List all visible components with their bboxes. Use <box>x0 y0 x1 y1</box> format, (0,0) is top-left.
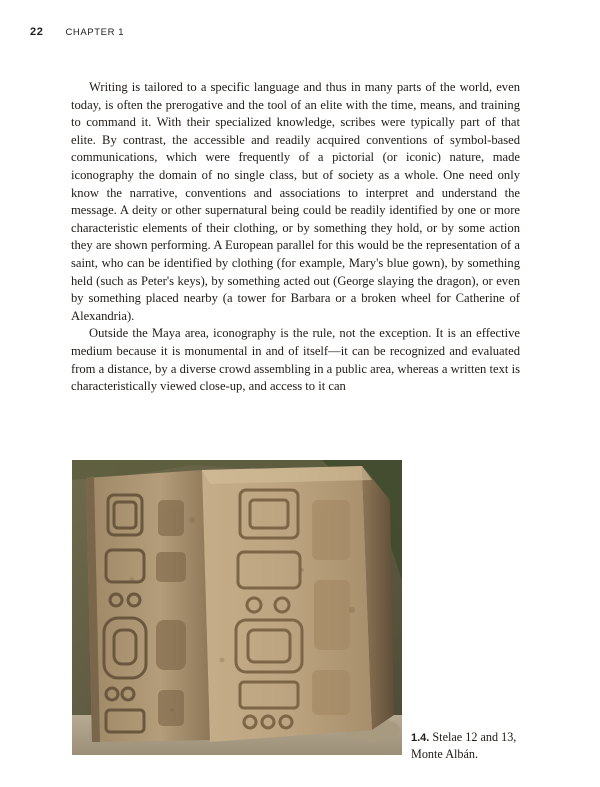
paragraph: Outside the Maya area, iconography is the rule, not the exception. It is an effective medium because it is monumental in and of itself—it can be recognized and evaluated from a distance, by a diverse crowd assembling in a public area, whereas a written text is characteristically viewed close-up, and access to it can <box>71 326 520 394</box>
running-head <box>30 26 124 38</box>
figure-number: 1.4. <box>411 732 430 744</box>
figure-caption <box>411 729 541 762</box>
body-text <box>71 79 520 396</box>
stelae-photograph <box>72 460 402 755</box>
caption-text: Stelae 12 and 13, Monte Albán. <box>411 730 517 761</box>
stelae-image <box>72 460 402 755</box>
page-number: 22 <box>30 26 44 38</box>
chapter-label: CHAPTER 1 <box>65 27 125 38</box>
paragraph: Writing is tailored to a specific language and thus in many parts of the world, even today, is often the prerogative and the tool of an elite with the time, means, and training to command it. With their specialized knowledge, scribes were typically part of that elite. By contrast, the accessible and readily acquired conventions of symbol-based communications, which were frequently of a pictorial (or iconic) nature, made iconography the domain of no single class, but of society as a whole. One need only know the narrative, conventions and associations to interpret and understand the message. A deity or other supernatural being could be readily identified by one or more characteristic elements of their clothing, or by something they hold, or by some action they are shown performing. A European parallel for this would be the representation of a saint, who can be identified by clothing (for example, Mary's blue gown), by something held (such as Peter's keys), by something acted out (George slaying the dragon), or even by something placed nearby (a tower for Barbara or a broken wheel for Catherine of Alexandria). <box>71 80 520 323</box>
